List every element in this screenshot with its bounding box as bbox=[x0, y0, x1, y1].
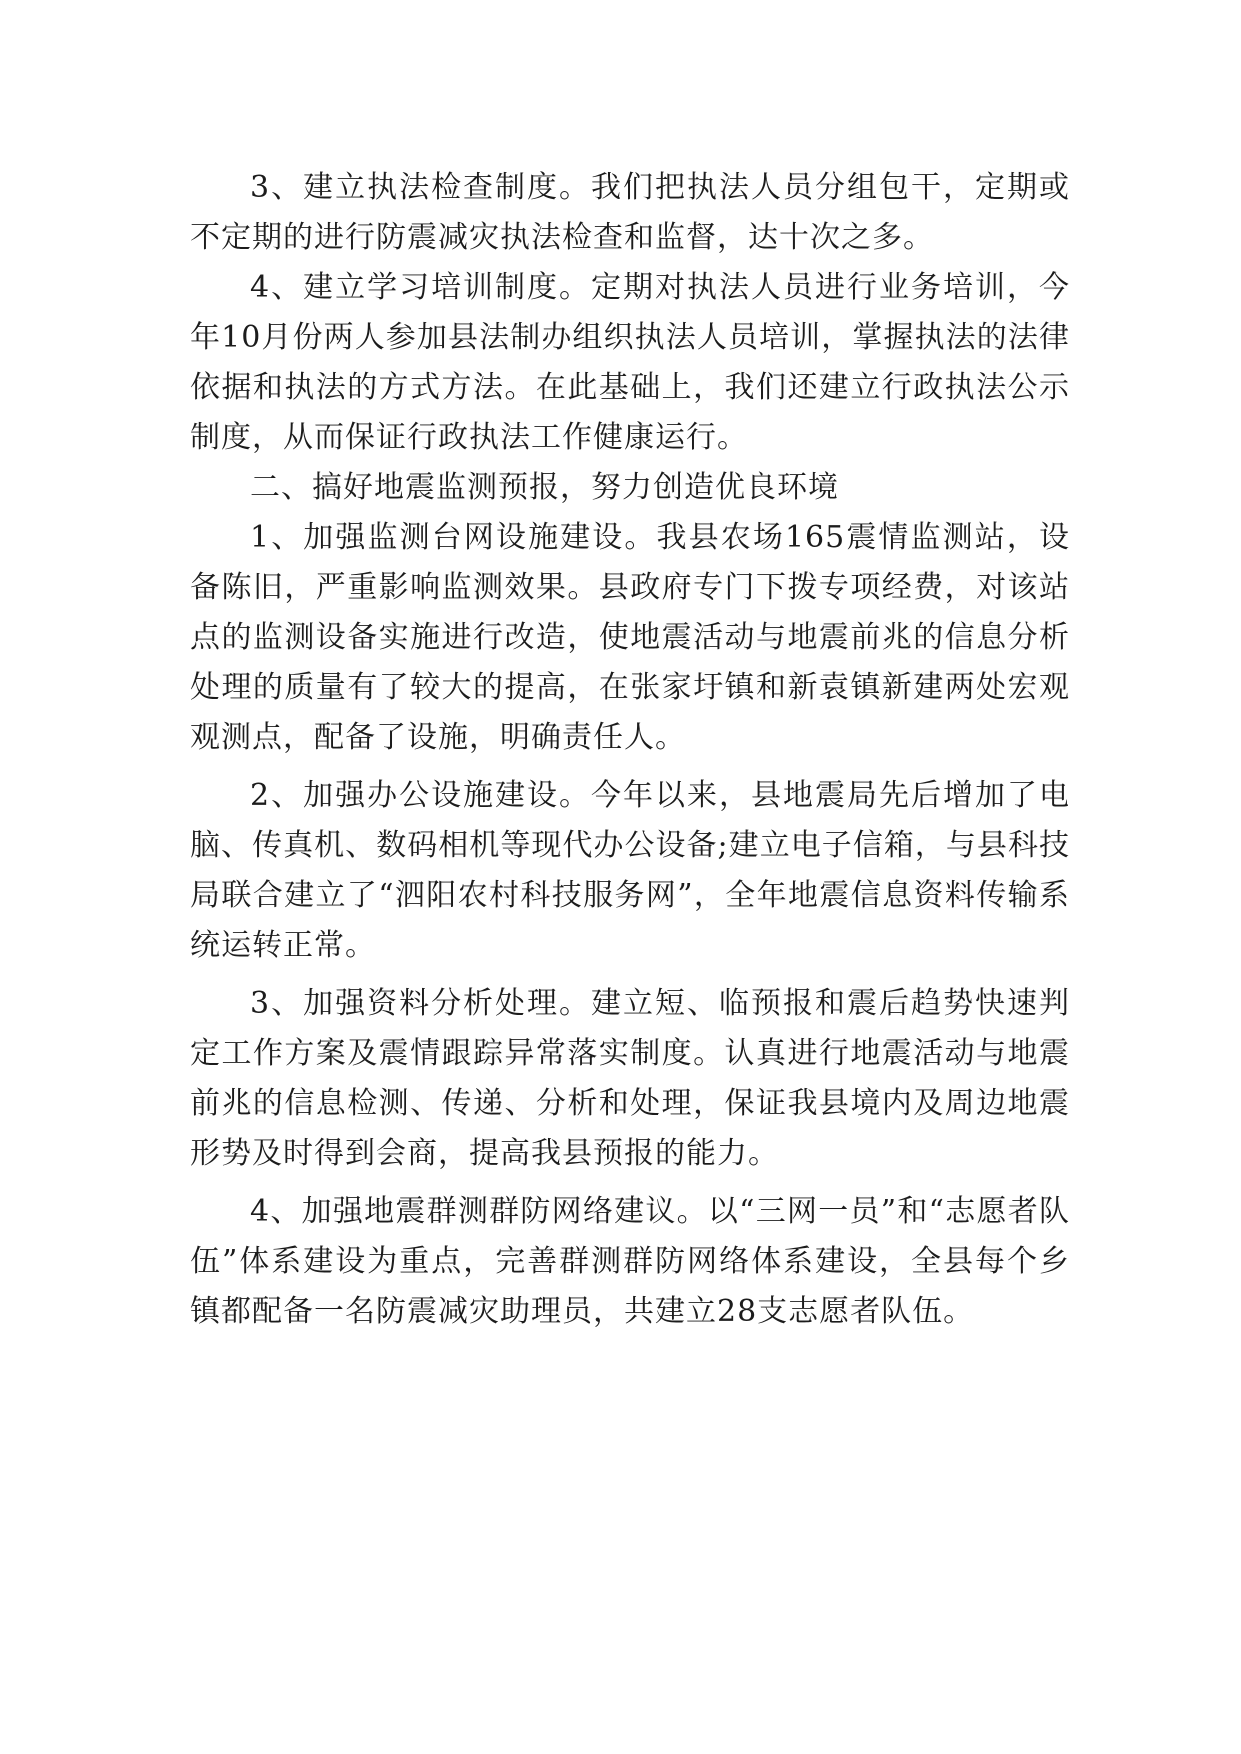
paragraph-monitoring-network: 1、加强监测台网设施建设。我县农场165震情监测站，设备陈旧，严重影响监测效果。县政府专门下拨专项经费，对该站点的监测设备实施进行改造，使地震活动与地震前兆的信息分析处理的质量有了较大的提高，在张家圩镇和新袁镇新建两处宏观观测点，配备了设施，明确责任人。 bbox=[190, 520, 1070, 755]
paragraph-data-analysis: 3、加强资料分析处理。建立短、临预报和震后趋势快速判定工作方案及震情跟踪异常落实制度。认真进行地震活动与地震前兆的信息检测、传递、分析和处理，保证我县境内及周边地震形势及时得到会商，提高我县预报的能力。 bbox=[190, 986, 1070, 1171]
paragraph-mass-monitoring-network: 4、加强地震群测群防网络建议。以“三网一员”和“志愿者队伍”体系建设为重点，完善群测群防网络体系建设，全县每个乡镇都配备一名防震减灾助理员，共建立28支志愿者队伍。 bbox=[190, 1194, 1070, 1329]
paragraph-study-training: 4、建立学习培训制度。定期对执法人员进行业务培训，今年10月份两人参加县法制办组织执法人员培训，掌握执法的法律依据和执法的方式方法。在此基础上，我们还建立行政执法公示制度，从而保证行政执法工作健康运行。 bbox=[190, 270, 1070, 455]
paragraph-office-facilities: 2、加强办公设施建设。今年以来，县地震局先后增加了电脑、传真机、数码相机等现代办公设备;建立电子信箱，与县科技局联合建立了“泗阳农村科技服务网”，全年地震信息资料传输系统运转正常。 bbox=[190, 778, 1070, 963]
paragraph-law-enforcement-inspection: 3、建立执法检查制度。我们把执法人员分组包干，定期或不定期的进行防震减灾执法检查和监督，达十次之多。 bbox=[190, 170, 1070, 255]
document-body bbox=[190, 163, 1070, 1337]
section-heading-monitoring-forecast: 二、搞好地震监测预报，努力创造优良环境 bbox=[250, 470, 839, 505]
